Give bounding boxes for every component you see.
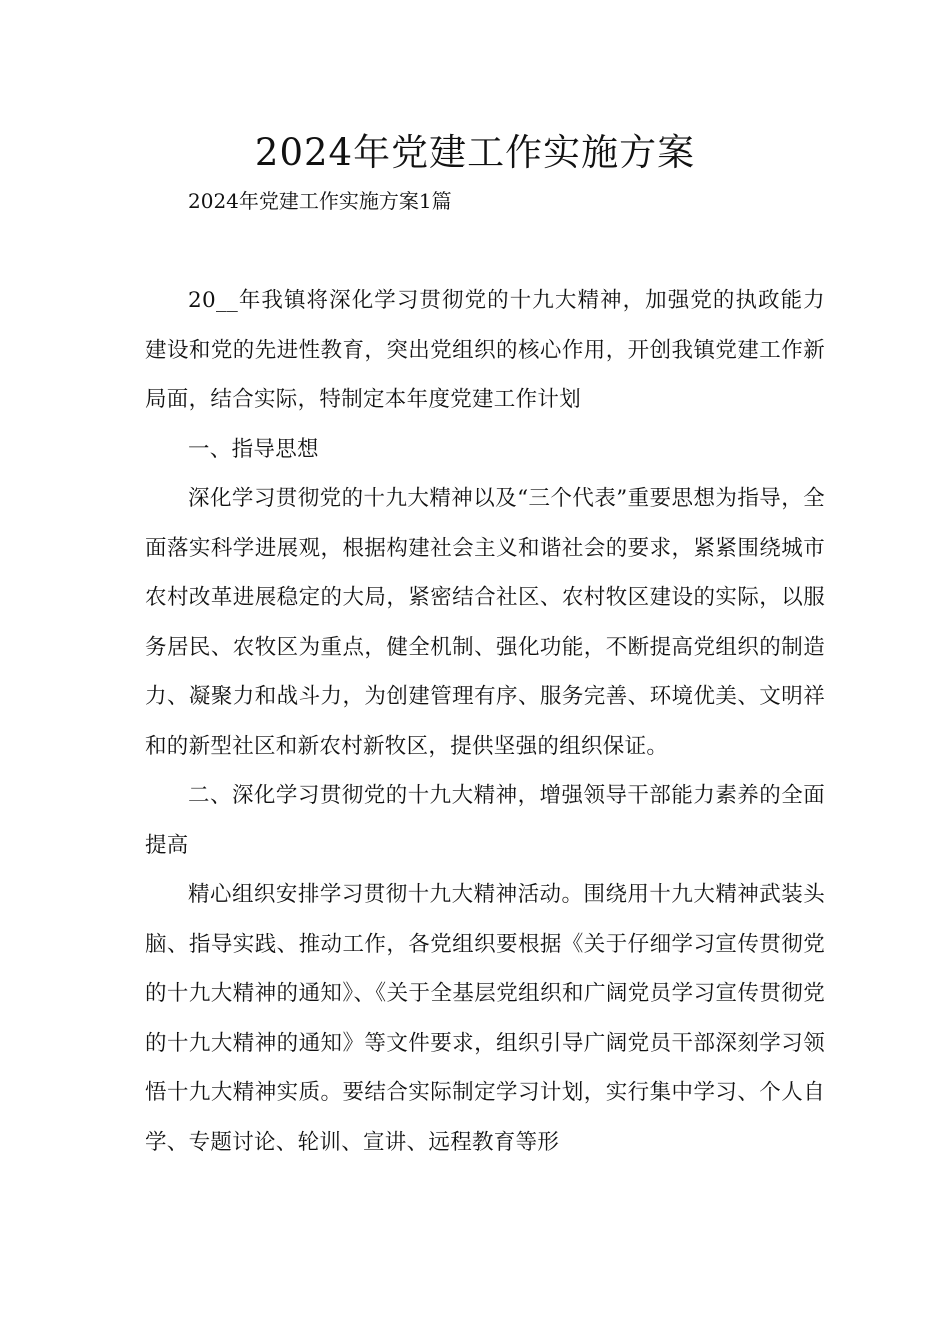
paragraph-guiding-ideology: 深化学习贯彻党的十九大精神以及“三个代表”重要思想为指导，全面落实科学进展观，根据构建社会主义和谐社会的要求，紧紧围绕城市农村改革进展稳定的大局，紧密结合社区、农村牧区建设的实际，以服务居民、农牧区为重点，健全机制、强化功能，不断提高党组织的制造力、凝聚力和战斗力，为创建管理有序、服务完善、环境优美、文明祥和的新型社区和新农村新牧区，提供坚强的组织保证。 bbox=[145, 486, 825, 759]
paragraph-intro: 20__年我镇将深化学习贯彻党的十九大精神，加强党的执政能力建设和党的先进性教育，突出党组织的核心作用，开创我镇党建工作新局面，结合实际，特制定本年度党建工作计划 bbox=[145, 288, 825, 412]
paragraph-section-two: 精心组织安排学习贯彻十九大精神活动。围绕用十九大精神武装头脑、指导实践、推动工作，各党组织要根据《关于仔细学习宣传贯彻党的十九大精神的通知》、《关于全基层党组织和广阔党员学习宣传贯彻党的十九大精神的通知》等文件要求，组织引导广阔党员干部深刻学习领悟十九大精神实质。要结合实际制定学习计划，实行集中学习、个人自学、专题讨论、轮训、宣讲、远程教育等形 bbox=[145, 882, 825, 1155]
heading-section-two: 二、深化学习贯彻党的十九大精神，增强领导干部能力素养的全面提高 bbox=[145, 783, 825, 858]
document-subtitle: 2024年党建工作实施方案1篇 bbox=[188, 189, 452, 213]
document-title: 2024年党建工作实施方案 bbox=[254, 131, 696, 174]
document-body bbox=[145, 276, 825, 1167]
heading-guiding-ideology: 一、指导思想 bbox=[188, 436, 319, 462]
